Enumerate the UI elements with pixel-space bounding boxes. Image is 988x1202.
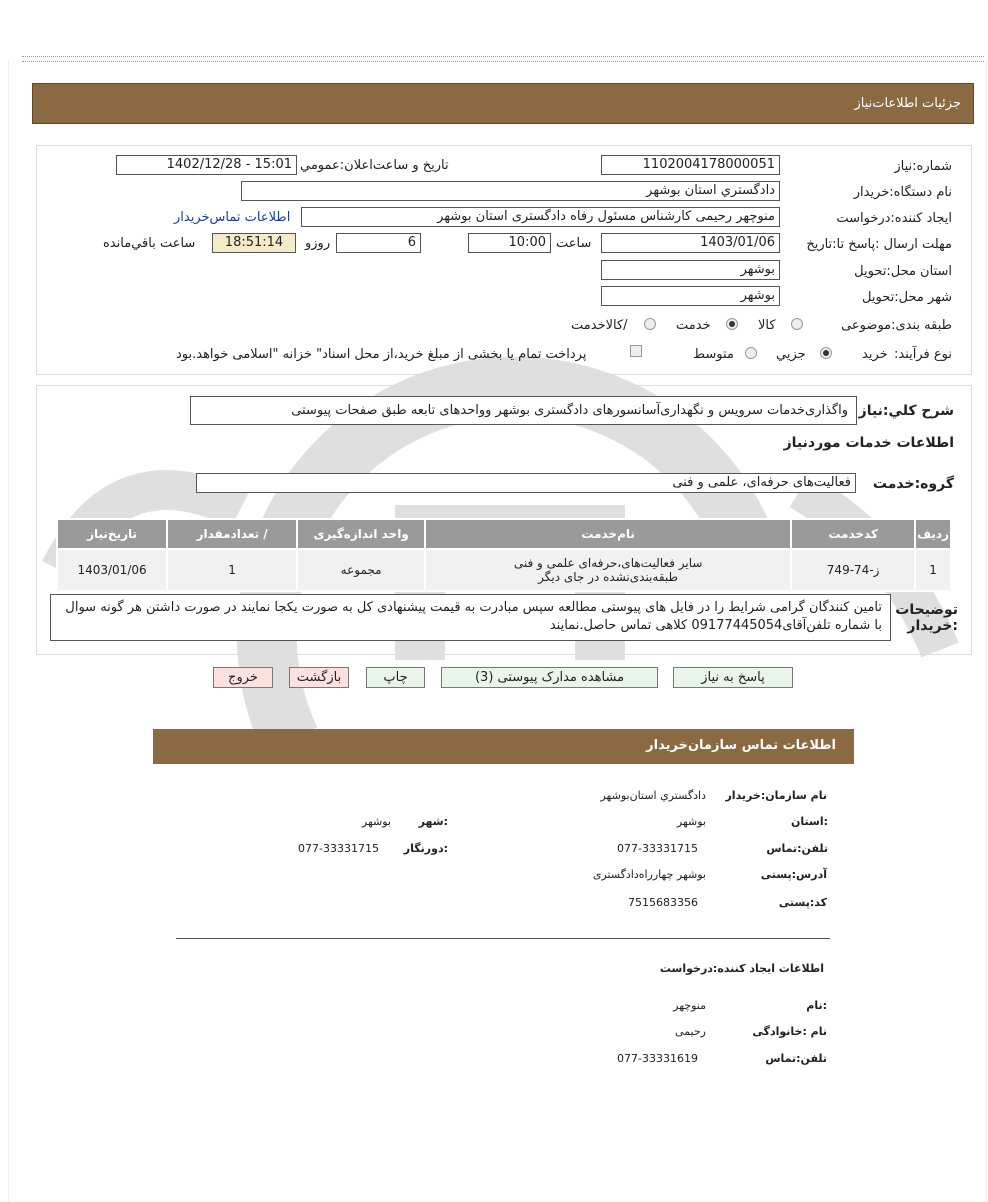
- city-field: بوشهر: [601, 286, 780, 306]
- creator-family: رحیمی: [675, 1025, 706, 1038]
- page-title: جزئیات اطلاعات‌نیاز: [854, 96, 961, 111]
- creator-phone-label: تلفن:تماس: [765, 1052, 827, 1065]
- days-field: 6: [336, 233, 421, 253]
- buyer-notes-label: توضیحات :خریدار: [895, 602, 958, 634]
- top-divider: [22, 56, 984, 62]
- contact-title-bar: [153, 729, 854, 764]
- contact-org-label: نام سازمان:خریدار: [725, 789, 827, 802]
- services-table: [56, 518, 952, 592]
- creator-name: منوچهر: [673, 999, 706, 1012]
- left-border: [8, 60, 9, 1202]
- creator-phone: 077-33331619: [617, 1052, 698, 1065]
- announce-label: تاریخ و ساعت‌اعلان:عمومي: [300, 158, 449, 173]
- treasury-payment-checkbox[interactable]: [630, 345, 642, 357]
- buyer-notes-field: تامین کنندگان گرامی شرایط را در فایل های پیوستی مطالعه سپس مبادرت به قیمت پیشنهادی کل به صورت یکجا نمایند در صورت داشتن هر گونه سوال با شماره تلفن‌آقای09177445054 کلاهی تماس حاصل.نمایند: [50, 594, 891, 641]
- row-qty: 1: [167, 549, 297, 591]
- print-button[interactable]: چاپ: [366, 667, 425, 688]
- process-medium-label: متوسط: [693, 347, 734, 362]
- days-label: روزو: [305, 236, 331, 251]
- right-border: [986, 60, 987, 1202]
- category-label: طبقه بندی:موضوعی: [841, 318, 952, 333]
- deadline-time-label: ساعت: [556, 236, 592, 251]
- contact-fax: 077-33331715: [298, 842, 379, 855]
- remaining-label: ساعت باقي‌مانده: [103, 236, 196, 251]
- summary-field: واگذاری‌خدمات سرویس و نگهداری‌آسانسورهای دادگستری بوشهر وواحدهای تابعه طبق صفحات پیوستی: [190, 396, 857, 425]
- contact-province-label: :استان: [791, 815, 828, 828]
- category-goods-label: کالا: [758, 318, 776, 333]
- buyer-org-field: دادگستري استان بوشهر: [241, 181, 780, 201]
- process-minor-label: جزيي: [776, 347, 806, 362]
- group-field: فعالیت‌های حرفه‌ای، علمی و فنی: [196, 473, 856, 493]
- col-row: ردیف: [915, 519, 951, 549]
- contact-city-label: :شهر: [418, 815, 448, 828]
- announce-field: 1402/12/28 - 15:01: [116, 155, 297, 175]
- contact-org: دادگستري استان‌بوشهر: [600, 789, 706, 802]
- view-documents-button[interactable]: مشاهده مدارک پیوستی (3): [441, 667, 658, 688]
- reply-button[interactable]: پاسخ به نیاز: [673, 667, 793, 688]
- back-button[interactable]: بازگشت: [289, 667, 349, 688]
- city-label: شهر محل:تحویل: [862, 290, 952, 305]
- process-label: نوع فرآیند:: [894, 347, 952, 362]
- col-qty: / تعدادمقدار: [167, 519, 297, 549]
- col-code: کدخدمت: [791, 519, 915, 549]
- creator-field: منوچهر رحیمی کارشناس مسئول رفاه دادگستری استان بوشهر: [301, 207, 780, 227]
- category-service-radio[interactable]: [726, 318, 738, 330]
- exit-button[interactable]: خروج: [213, 667, 273, 688]
- contact-postal-label: کد:پستی: [778, 896, 827, 909]
- col-name: نام‌خدمت: [425, 519, 791, 549]
- process-value: خرید: [862, 347, 888, 362]
- col-unit: واحد اندازه‌گیری: [297, 519, 425, 549]
- contact-city: بوشهر: [361, 815, 391, 828]
- creator-section-title: اطلاعات ایجاد کننده:درخواست: [659, 962, 824, 975]
- process-medium-radio[interactable]: [745, 347, 757, 359]
- province-label: استان محل:تحویل: [854, 264, 952, 279]
- row-index: 1: [915, 549, 951, 591]
- creator-label: ایجاد کننده:درخواست: [836, 211, 952, 226]
- province-field: بوشهر: [601, 260, 780, 280]
- need-number-label: شماره:نیاز: [894, 159, 952, 174]
- services-title: اطلاعات خدمات موردنیاز: [783, 435, 954, 451]
- need-number-field: 1102004178000051: [601, 155, 780, 175]
- category-service-label: خدمت: [676, 318, 711, 333]
- treasury-payment-note: پرداخت تمام یا بخشی از مبلغ خرید،از محل اسناد" خزانه "اسلامی خواهد.بود: [176, 347, 587, 362]
- col-date: تاریخ‌نیاز: [57, 519, 167, 549]
- row-date: 1403/01/06: [57, 549, 167, 591]
- buyer-contact-link[interactable]: اطلاعات تماس‌خریدار: [174, 210, 291, 225]
- contact-phone-label: تلفن:تماس: [766, 842, 828, 855]
- deadline-time-field: 10:00: [468, 233, 551, 253]
- group-label: گروه:خدمت: [872, 476, 954, 492]
- creator-family-label: نام :خانوادگی: [752, 1025, 827, 1038]
- contact-address: بوشهر چهارراه‌دادگستری: [592, 868, 706, 881]
- contact-divider: [176, 938, 830, 939]
- buyer-org-label: نام دستگاه:خریدار: [853, 185, 952, 200]
- contact-title: اطلاعات تماس سازمان‌خریدار: [646, 738, 836, 753]
- contact-phone: 077-33331715: [617, 842, 698, 855]
- contact-address-label: آدرس:پستی: [760, 868, 827, 881]
- deadline-label: مهلت ارسال :پاسخ تا:تاریخ: [806, 237, 952, 252]
- contact-postal: 7515683356: [628, 896, 698, 909]
- category-goods-radio[interactable]: [791, 318, 803, 330]
- process-minor-radio[interactable]: [820, 347, 832, 359]
- remaining-time-field: 18:51:14: [212, 233, 296, 253]
- deadline-date-field: 1403/01/06: [601, 233, 780, 253]
- row-name: سایر فعالیت‌های،حرفه‌ای علمی و فنی طبقه‌بندی‌نشده در جای دیگر: [425, 549, 791, 591]
- contact-fax-label: :دورنگار: [403, 842, 448, 855]
- row-code: ز-74-749: [791, 549, 915, 591]
- need-info-panel: [36, 145, 972, 375]
- table-row: [57, 549, 951, 591]
- category-goods-service-radio[interactable]: [644, 318, 656, 330]
- row-unit: مجموعه: [297, 549, 425, 591]
- category-goods-service-label: /کالاخدمت: [571, 318, 628, 333]
- creator-name-label: :نام: [806, 999, 827, 1012]
- page-title-bar: [32, 83, 974, 124]
- summary-label: شرح کلي:نیاز: [858, 403, 954, 419]
- contact-province: بوشهر: [676, 815, 706, 828]
